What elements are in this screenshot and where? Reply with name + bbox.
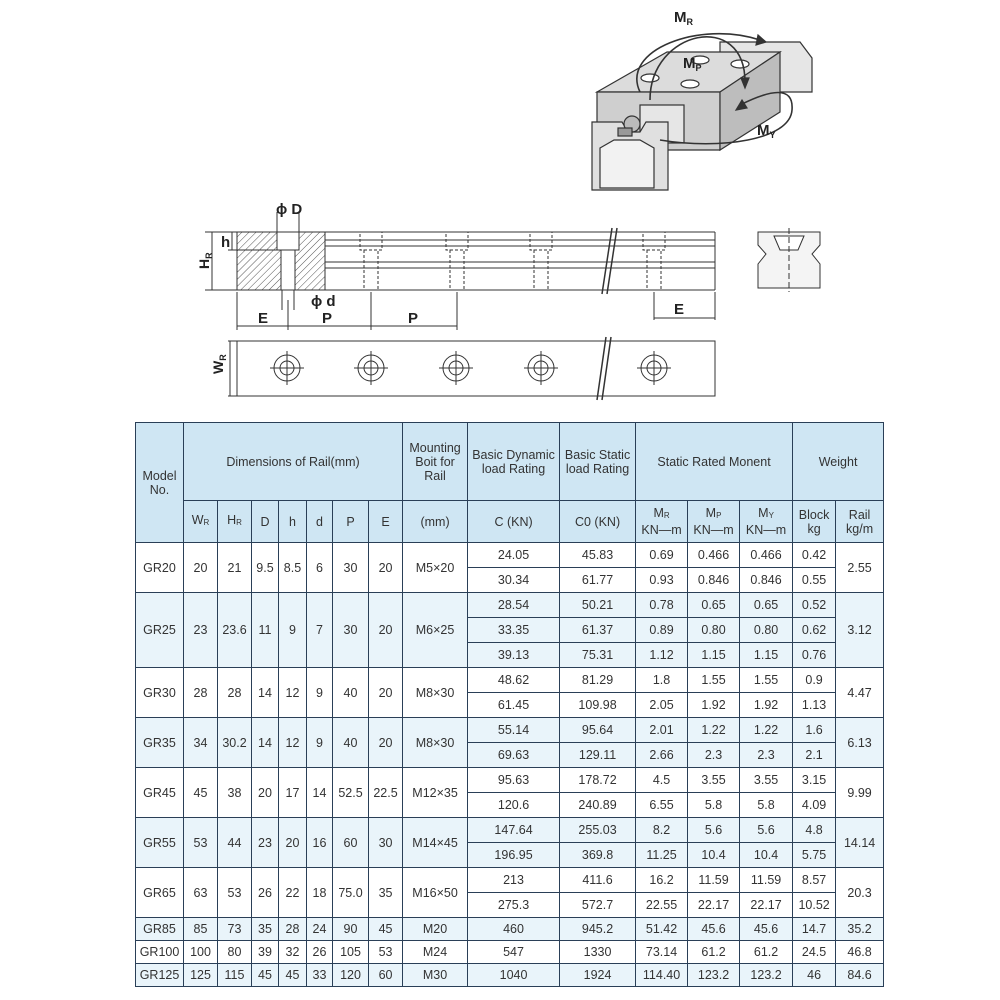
cell-mr: 1.12 xyxy=(636,643,688,668)
cell-mp: 0.466 xyxy=(688,543,740,568)
cell-block: 4.8 xyxy=(793,818,836,843)
wr-label-sub: R xyxy=(218,354,228,361)
cell-d: 7 xyxy=(307,593,333,668)
svg-text:HR xyxy=(196,252,214,269)
cell-c: 33.35 xyxy=(468,618,560,643)
table-row xyxy=(136,593,884,618)
cell-bolt: M20 xyxy=(403,918,468,941)
header-my: MY KN—m xyxy=(740,501,793,543)
header-rail: Rail kg/m xyxy=(836,501,884,543)
cell-bolt: M16×50 xyxy=(403,868,468,918)
cell-h: 28 xyxy=(279,918,307,941)
cell-h: 22 xyxy=(279,868,307,918)
cell-block: 3.15 xyxy=(793,768,836,793)
cell-E: 20 xyxy=(369,543,403,593)
cell-mr: 1.8 xyxy=(636,668,688,693)
cell-h: 45 xyxy=(279,964,307,987)
cell-my: 1.92 xyxy=(740,693,793,718)
mr-label-sub: R xyxy=(686,17,693,27)
cell-c: 95.63 xyxy=(468,768,560,793)
cell-D: 35 xyxy=(252,918,279,941)
e-right-label: E xyxy=(674,301,685,318)
cell-block: 0.52 xyxy=(793,593,836,618)
cell-mp: 5.8 xyxy=(688,793,740,818)
table-row xyxy=(136,941,884,964)
cell-P: 52.5 xyxy=(333,768,369,818)
cell-h: 32 xyxy=(279,941,307,964)
cell-c0: 255.03 xyxy=(560,818,636,843)
cell-my: 5.8 xyxy=(740,793,793,818)
my-label: M xyxy=(757,122,770,139)
cell-P: 90 xyxy=(333,918,369,941)
cell-my: 45.6 xyxy=(740,918,793,941)
header-h: h xyxy=(279,501,307,543)
cell-block: 1.6 xyxy=(793,718,836,743)
rail-top-view xyxy=(228,337,715,400)
cell-block: 0.9 xyxy=(793,668,836,693)
cell-c0: 109.98 xyxy=(560,693,636,718)
cell-mp: 10.4 xyxy=(688,843,740,868)
cell-mp: 0.80 xyxy=(688,618,740,643)
cell-rail: 46.8 xyxy=(836,941,884,964)
cell-rail: 9.99 xyxy=(836,768,884,818)
cell-D: 45 xyxy=(252,964,279,987)
technical-drawings xyxy=(0,0,1000,420)
phi-d-label: ϕ d xyxy=(311,293,336,310)
cell-wr: 23 xyxy=(184,593,218,668)
cell-my: 1.55 xyxy=(740,668,793,693)
cell-rail: 4.47 xyxy=(836,668,884,718)
mp-label: M xyxy=(683,55,696,72)
cell-h: 8.5 xyxy=(279,543,307,593)
cell-h: 17 xyxy=(279,768,307,818)
cell-bolt: M8×30 xyxy=(403,668,468,718)
cell-mr: 51.42 xyxy=(636,918,688,941)
cell-hr: 115 xyxy=(218,964,252,987)
e-left-label: E xyxy=(258,310,269,327)
table-row xyxy=(136,818,884,843)
header-E: E xyxy=(369,501,403,543)
cell-wr: 34 xyxy=(184,718,218,768)
h-label: h xyxy=(221,234,231,251)
cell-h: 12 xyxy=(279,668,307,718)
header-mm: (mm) xyxy=(403,501,468,543)
cell-my: 3.55 xyxy=(740,768,793,793)
cell-mr: 0.89 xyxy=(636,618,688,643)
cell-hr: 21 xyxy=(218,543,252,593)
cell-hr: 30.2 xyxy=(218,718,252,768)
header-block: Block kg xyxy=(793,501,836,543)
cell-block: 0.55 xyxy=(793,568,836,593)
cell-mr: 0.69 xyxy=(636,543,688,568)
cell-E: 20 xyxy=(369,718,403,768)
cell-c0: 1330 xyxy=(560,941,636,964)
cell-bolt: M6×25 xyxy=(403,593,468,668)
cell-bolt: M5×20 xyxy=(403,543,468,593)
cell-D: 39 xyxy=(252,941,279,964)
cell-P: 30 xyxy=(333,593,369,668)
header-c: C (KN) xyxy=(468,501,560,543)
cell-my: 0.466 xyxy=(740,543,793,568)
table-row xyxy=(136,718,884,743)
cell-mp: 1.92 xyxy=(688,693,740,718)
cell-c: 120.6 xyxy=(468,793,560,818)
cell-E: 60 xyxy=(369,964,403,987)
cell-P: 40 xyxy=(333,718,369,768)
cell-P: 120 xyxy=(333,964,369,987)
cell-bolt: M12×35 xyxy=(403,768,468,818)
cell-c0: 178.72 xyxy=(560,768,636,793)
cell-mr: 2.01 xyxy=(636,718,688,743)
model-group xyxy=(136,543,884,593)
cell-rail: 14.14 xyxy=(836,818,884,868)
cell-P: 40 xyxy=(333,668,369,718)
cell-mp: 0.846 xyxy=(688,568,740,593)
cell-c: 24.05 xyxy=(468,543,560,568)
cell-D: 9.5 xyxy=(252,543,279,593)
cell-wr: 20 xyxy=(184,543,218,593)
cell-my: 0.65 xyxy=(740,593,793,618)
model-group xyxy=(136,668,884,718)
cell-c: 147.64 xyxy=(468,818,560,843)
cell-model: GR45 xyxy=(136,768,184,818)
cell-c: 55.14 xyxy=(468,718,560,743)
table-header xyxy=(136,423,884,543)
cell-model: GR65 xyxy=(136,868,184,918)
cell-d: 16 xyxy=(307,818,333,868)
header-model: Model No. xyxy=(136,423,184,543)
model-group xyxy=(136,941,884,964)
cell-rail: 35.2 xyxy=(836,918,884,941)
cell-model: GR25 xyxy=(136,593,184,668)
hr-label-sub: R xyxy=(204,252,214,259)
table-row xyxy=(136,868,884,893)
cell-mr: 114.40 xyxy=(636,964,688,987)
cell-my: 1.22 xyxy=(740,718,793,743)
cell-block: 0.62 xyxy=(793,618,836,643)
cell-bolt: M8×30 xyxy=(403,718,468,768)
table-row xyxy=(136,918,884,941)
cell-block: 2.1 xyxy=(793,743,836,768)
cell-my: 0.846 xyxy=(740,568,793,593)
cell-rail: 6.13 xyxy=(836,718,884,768)
cell-c: 39.13 xyxy=(468,643,560,668)
cell-block: 0.76 xyxy=(793,643,836,668)
rail-side-view xyxy=(205,212,715,330)
cell-hr: 73 xyxy=(218,918,252,941)
table-row xyxy=(136,768,884,793)
cell-mp: 123.2 xyxy=(688,964,740,987)
cell-block: 46 xyxy=(793,964,836,987)
cell-bolt: M24 xyxy=(403,941,468,964)
cell-c0: 95.64 xyxy=(560,718,636,743)
hr-label: H xyxy=(196,258,212,269)
model-group xyxy=(136,918,884,941)
cell-d: 33 xyxy=(307,964,333,987)
cell-c0: 1924 xyxy=(560,964,636,987)
cell-P: 30 xyxy=(333,543,369,593)
header-d: d xyxy=(307,501,333,543)
cell-model: GR30 xyxy=(136,668,184,718)
cell-h: 12 xyxy=(279,718,307,768)
header-mr: MR KN—m xyxy=(636,501,688,543)
header-static: Basic Static load Rating xyxy=(560,423,636,501)
cell-my: 11.59 xyxy=(740,868,793,893)
cell-block: 8.57 xyxy=(793,868,836,893)
p-second-label: P xyxy=(408,310,419,327)
cell-wr: 63 xyxy=(184,868,218,918)
cell-mp: 0.65 xyxy=(688,593,740,618)
cell-block: 1.13 xyxy=(793,693,836,718)
cell-mp: 3.55 xyxy=(688,768,740,793)
cell-h: 20 xyxy=(279,818,307,868)
cell-model: GR20 xyxy=(136,543,184,593)
model-group xyxy=(136,868,884,918)
cell-c0: 129.11 xyxy=(560,743,636,768)
table-row xyxy=(136,964,884,987)
cell-rail: 20.3 xyxy=(836,868,884,918)
rail-end-profile xyxy=(758,228,820,292)
cell-hr: 80 xyxy=(218,941,252,964)
model-group xyxy=(136,818,884,868)
cell-model: GR125 xyxy=(136,964,184,987)
cell-E: 20 xyxy=(369,668,403,718)
cell-c: 61.45 xyxy=(468,693,560,718)
cell-c: 275.3 xyxy=(468,893,560,918)
cell-c0: 572.7 xyxy=(560,893,636,918)
cell-model: GR35 xyxy=(136,718,184,768)
mp-label-sub: P xyxy=(695,63,702,73)
cell-d: 9 xyxy=(307,668,333,718)
cell-mp: 1.15 xyxy=(688,643,740,668)
cell-E: 30 xyxy=(369,818,403,868)
cell-my: 22.17 xyxy=(740,893,793,918)
cell-c: 48.62 xyxy=(468,668,560,693)
cell-hr: 38 xyxy=(218,768,252,818)
cell-d: 26 xyxy=(307,941,333,964)
my-label-sub: Y xyxy=(769,130,776,140)
cell-wr: 28 xyxy=(184,668,218,718)
cell-mp: 11.59 xyxy=(688,868,740,893)
cell-P: 60 xyxy=(333,818,369,868)
cell-block: 5.75 xyxy=(793,843,836,868)
table-row xyxy=(136,543,884,568)
cell-mr: 2.66 xyxy=(636,743,688,768)
cell-E: 20 xyxy=(369,593,403,668)
cell-P: 75.0 xyxy=(333,868,369,918)
cell-bolt: M14×45 xyxy=(403,818,468,868)
cell-c0: 61.37 xyxy=(560,618,636,643)
svg-text:MY xyxy=(757,122,776,140)
cell-c0: 61.77 xyxy=(560,568,636,593)
header-moment: Static Rated Monent xyxy=(636,423,793,501)
cell-c: 213 xyxy=(468,868,560,893)
cell-rail: 3.12 xyxy=(836,593,884,668)
cell-c0: 50.21 xyxy=(560,593,636,618)
header-weight: Weight xyxy=(793,423,884,501)
cell-c0: 411.6 xyxy=(560,868,636,893)
cell-mr: 8.2 xyxy=(636,818,688,843)
cell-rail: 2.55 xyxy=(836,543,884,593)
cell-D: 11 xyxy=(252,593,279,668)
cell-d: 9 xyxy=(307,718,333,768)
model-group xyxy=(136,593,884,668)
cell-h: 9 xyxy=(279,593,307,668)
header-P: P xyxy=(333,501,369,543)
header-wr: WR xyxy=(184,501,218,543)
cell-E: 22.5 xyxy=(369,768,403,818)
cell-block: 14.7 xyxy=(793,918,836,941)
header-D: D xyxy=(252,501,279,543)
cell-wr: 125 xyxy=(184,964,218,987)
cell-hr: 23.6 xyxy=(218,593,252,668)
cell-my: 10.4 xyxy=(740,843,793,868)
cell-wr: 85 xyxy=(184,918,218,941)
cell-mr: 0.78 xyxy=(636,593,688,618)
cell-hr: 44 xyxy=(218,818,252,868)
cell-D: 20 xyxy=(252,768,279,818)
header-c0: C0 (KN) xyxy=(560,501,636,543)
model-group xyxy=(136,964,884,987)
cell-c0: 945.2 xyxy=(560,918,636,941)
cell-mp: 1.55 xyxy=(688,668,740,693)
cell-E: 35 xyxy=(369,868,403,918)
cell-my: 1.15 xyxy=(740,643,793,668)
header-mp: MP KN—m xyxy=(688,501,740,543)
cell-c0: 45.83 xyxy=(560,543,636,568)
cell-wr: 100 xyxy=(184,941,218,964)
spec-table xyxy=(135,422,884,987)
cell-c0: 81.29 xyxy=(560,668,636,693)
cell-my: 123.2 xyxy=(740,964,793,987)
cell-D: 26 xyxy=(252,868,279,918)
table-row xyxy=(136,668,884,693)
cell-mr: 11.25 xyxy=(636,843,688,868)
cell-model: GR100 xyxy=(136,941,184,964)
header-dynamic: Basic Dynamic load Rating xyxy=(468,423,560,501)
svg-text:MR xyxy=(674,9,694,27)
cell-d: 6 xyxy=(307,543,333,593)
cell-c0: 369.8 xyxy=(560,843,636,868)
cell-d: 24 xyxy=(307,918,333,941)
mr-label: M xyxy=(674,9,687,26)
cell-my: 61.2 xyxy=(740,941,793,964)
cell-D: 23 xyxy=(252,818,279,868)
cell-c: 547 xyxy=(468,941,560,964)
cell-my: 5.6 xyxy=(740,818,793,843)
cell-c: 69.63 xyxy=(468,743,560,768)
cell-mp: 45.6 xyxy=(688,918,740,941)
phi-D-label: ϕ D xyxy=(276,201,303,218)
cell-block: 4.09 xyxy=(793,793,836,818)
cell-E: 45 xyxy=(369,918,403,941)
cell-block: 24.5 xyxy=(793,941,836,964)
cell-mr: 22.55 xyxy=(636,893,688,918)
model-group xyxy=(136,718,884,768)
block-3d-view xyxy=(592,34,812,190)
cell-c: 460 xyxy=(468,918,560,941)
cell-bolt: M30 xyxy=(403,964,468,987)
cell-c: 1040 xyxy=(468,964,560,987)
cell-c0: 240.89 xyxy=(560,793,636,818)
cell-c0: 75.31 xyxy=(560,643,636,668)
cell-mr: 4.5 xyxy=(636,768,688,793)
cell-mp: 5.6 xyxy=(688,818,740,843)
cell-mp: 1.22 xyxy=(688,718,740,743)
wr-label: W xyxy=(210,360,226,374)
cell-d: 14 xyxy=(307,768,333,818)
p-first-label: P xyxy=(322,310,333,327)
header-mounting: Mounting Boit for Rail xyxy=(403,423,468,501)
cell-mr: 73.14 xyxy=(636,941,688,964)
cell-mp: 2.3 xyxy=(688,743,740,768)
cell-hr: 28 xyxy=(218,668,252,718)
cell-mr: 6.55 xyxy=(636,793,688,818)
cell-D: 14 xyxy=(252,718,279,768)
cell-rail: 84.6 xyxy=(836,964,884,987)
svg-text:WR xyxy=(210,354,228,374)
cell-model: GR85 xyxy=(136,918,184,941)
cell-mr: 0.93 xyxy=(636,568,688,593)
cell-wr: 45 xyxy=(184,768,218,818)
cell-P: 105 xyxy=(333,941,369,964)
cell-c: 30.34 xyxy=(468,568,560,593)
cell-E: 53 xyxy=(369,941,403,964)
model-group xyxy=(136,768,884,818)
cell-mr: 2.05 xyxy=(636,693,688,718)
cell-mp: 61.2 xyxy=(688,941,740,964)
cell-hr: 53 xyxy=(218,868,252,918)
cell-mp: 22.17 xyxy=(688,893,740,918)
cell-d: 18 xyxy=(307,868,333,918)
cell-block: 10.52 xyxy=(793,893,836,918)
cell-D: 14 xyxy=(252,668,279,718)
cell-c: 196.95 xyxy=(468,843,560,868)
cell-model: GR55 xyxy=(136,818,184,868)
cell-block: 0.42 xyxy=(793,543,836,568)
cell-c: 28.54 xyxy=(468,593,560,618)
cell-my: 2.3 xyxy=(740,743,793,768)
header-hr: HR xyxy=(218,501,252,543)
cell-mr: 16.2 xyxy=(636,868,688,893)
cell-my: 0.80 xyxy=(740,618,793,643)
cell-wr: 53 xyxy=(184,818,218,868)
header-dims: Dimensions of Rail(mm) xyxy=(184,423,403,501)
